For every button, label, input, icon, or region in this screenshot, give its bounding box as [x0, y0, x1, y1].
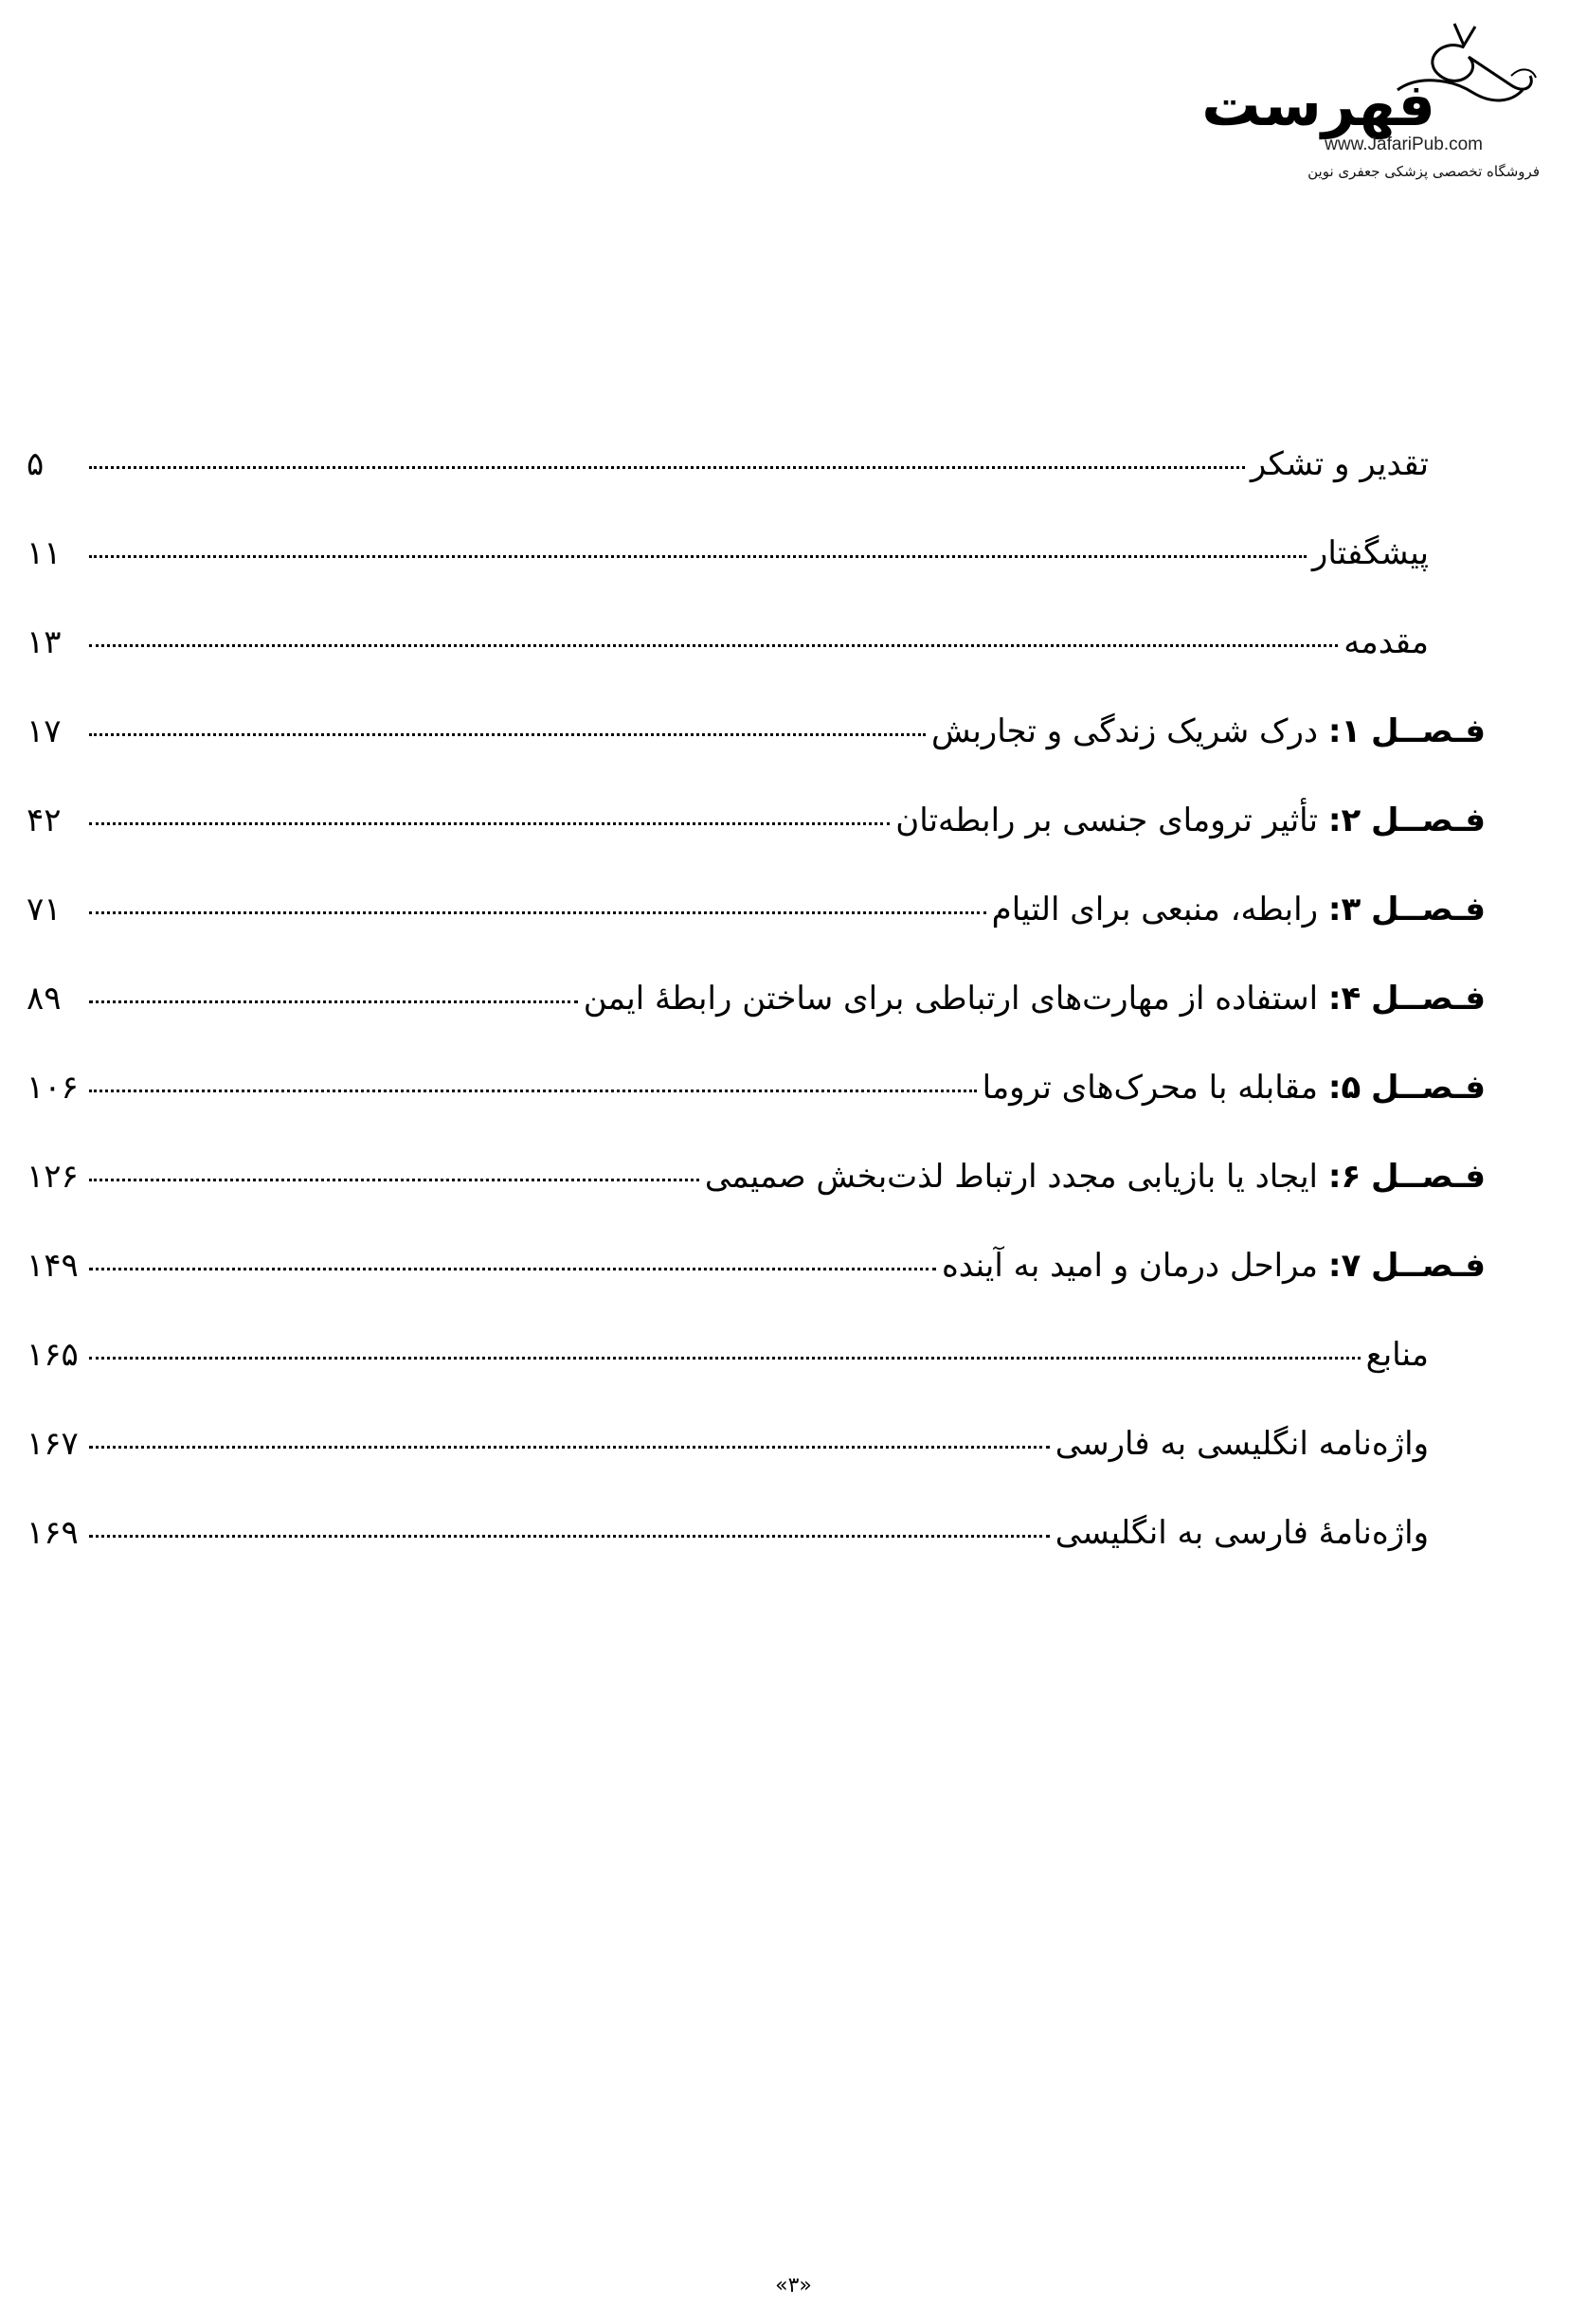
logo-subtitle: فروشگاه تخصصی پزشکی جعفری نوین	[1307, 163, 1540, 180]
toc-entry-chapter-3[interactable]	[27, 891, 1486, 980]
toc-entry-chapter-6[interactable]	[27, 1158, 1486, 1247]
toc-leader-dots	[89, 1446, 1050, 1449]
toc-entry-chapter-1[interactable]	[27, 712, 1486, 802]
toc-entry-chapter-5[interactable]	[27, 1069, 1486, 1158]
toc-page-number: ۱۳	[27, 623, 62, 661]
toc-leader-dots	[89, 1357, 1361, 1360]
chapter-label: فـصــل	[1371, 1069, 1486, 1107]
chapter-number: ۶:	[1327, 1158, 1362, 1196]
toc-entry-chapter-2[interactable]	[27, 802, 1486, 891]
toc-leader-dots	[89, 466, 1245, 469]
chapter-number: ۱:	[1327, 712, 1362, 750]
toc-leader-dots	[89, 644, 1338, 647]
toc-title: فـصــل ۶: ایجاد یا بازیابی مجدد ارتباط لذت‌بخش صمیمی	[704, 1158, 1486, 1196]
chapter-number: ۳:	[1327, 891, 1362, 928]
toc-leader-dots	[89, 822, 890, 825]
toc-page-number: ۱۴۹	[27, 1247, 79, 1285]
toc-title: مقدمه	[1344, 623, 1429, 661]
toc-title: تقدیر و تشکر	[1250, 445, 1429, 483]
toc-leader-dots	[89, 733, 926, 736]
toc-page-number: ۱۶۵	[27, 1336, 79, 1374]
toc-page-number: ۱۶۷	[27, 1425, 79, 1463]
logo-url: www.JafariPub.com	[1325, 135, 1483, 154]
toc-entry-glossary-en-fa[interactable]	[27, 1425, 1486, 1514]
toc-leader-dots	[89, 911, 986, 914]
toc-title: منابع	[1365, 1336, 1429, 1374]
chapter-label: فـصــل	[1371, 1247, 1486, 1285]
toc-title: فـصــل ۴: استفاده از مهارت‌های ارتباطی برای ساختن رابطهٔ ایمن	[583, 980, 1486, 1018]
chapter-number: ۴:	[1327, 980, 1362, 1018]
toc-title: واژه‌نامه انگلیسی به فارسی	[1055, 1425, 1429, 1463]
toc-entry-introduction[interactable]	[27, 623, 1486, 712]
toc-leader-dots	[89, 1090, 977, 1092]
table-of-contents	[27, 445, 1486, 1603]
chapter-label: فـصــل	[1371, 712, 1486, 750]
toc-entry-glossary-fa-en[interactable]	[27, 1514, 1486, 1603]
toc-title: فـصــل ۵: مقابله با محرک‌های تروما	[982, 1069, 1486, 1107]
toc-entry-chapter-4[interactable]	[27, 980, 1486, 1069]
chapter-label: فـصــل	[1371, 802, 1486, 839]
chapter-number: ۵:	[1327, 1069, 1362, 1107]
toc-leader-dots	[89, 1268, 936, 1270]
publisher-logo	[1201, 19, 1540, 180]
toc-page-number: ۴۲	[27, 802, 62, 839]
toc-title: پیشگفتار	[1311, 534, 1429, 572]
chapter-label: فـصــل	[1371, 1158, 1486, 1196]
toc-entry-references[interactable]	[27, 1336, 1486, 1425]
toc-page-number: ۱۲۶	[27, 1158, 79, 1196]
toc-page-number: ۵	[27, 445, 45, 483]
toc-title: واژه‌نامهٔ فارسی به انگلیسی	[1055, 1514, 1429, 1552]
toc-page-number: ۸۹	[27, 980, 62, 1018]
toc-title: فـصــل ۷: مراحل درمان و امید به آینده	[941, 1247, 1486, 1285]
page-number-footer: «۳»	[775, 2274, 812, 2297]
toc-entry-acknowledgements[interactable]	[27, 445, 1486, 534]
toc-page-number: ۱۷	[27, 712, 62, 750]
chapter-number: ۷:	[1327, 1247, 1362, 1285]
toc-entry-chapter-7[interactable]	[27, 1247, 1486, 1336]
toc-entry-foreword[interactable]	[27, 534, 1486, 623]
toc-title: فـصــل ۱: درک شریک زندگی و تجاربش	[930, 712, 1486, 750]
toc-page-number: ۱۰۶	[27, 1069, 79, 1107]
chapter-label: فـصــل	[1371, 891, 1486, 928]
chapter-label: فـصــل	[1371, 980, 1486, 1018]
chapter-number: ۲:	[1327, 802, 1362, 839]
toc-title: فـصــل ۲: تأثیر ترومای جنسی بر رابطه‌تان	[895, 802, 1486, 839]
toc-title: فـصــل ۳: رابطه، منبعی برای التیام	[991, 891, 1486, 928]
toc-leader-dots	[89, 555, 1307, 558]
toc-leader-dots	[89, 1535, 1050, 1538]
toc-page-number: ۱۶۹	[27, 1514, 79, 1552]
toc-page-number: ۱۱	[27, 534, 62, 572]
toc-leader-dots	[89, 1000, 578, 1003]
toc-leader-dots	[89, 1179, 699, 1181]
toc-page-number: ۷۱	[27, 891, 62, 928]
logo-title: فهرست	[1201, 70, 1435, 139]
